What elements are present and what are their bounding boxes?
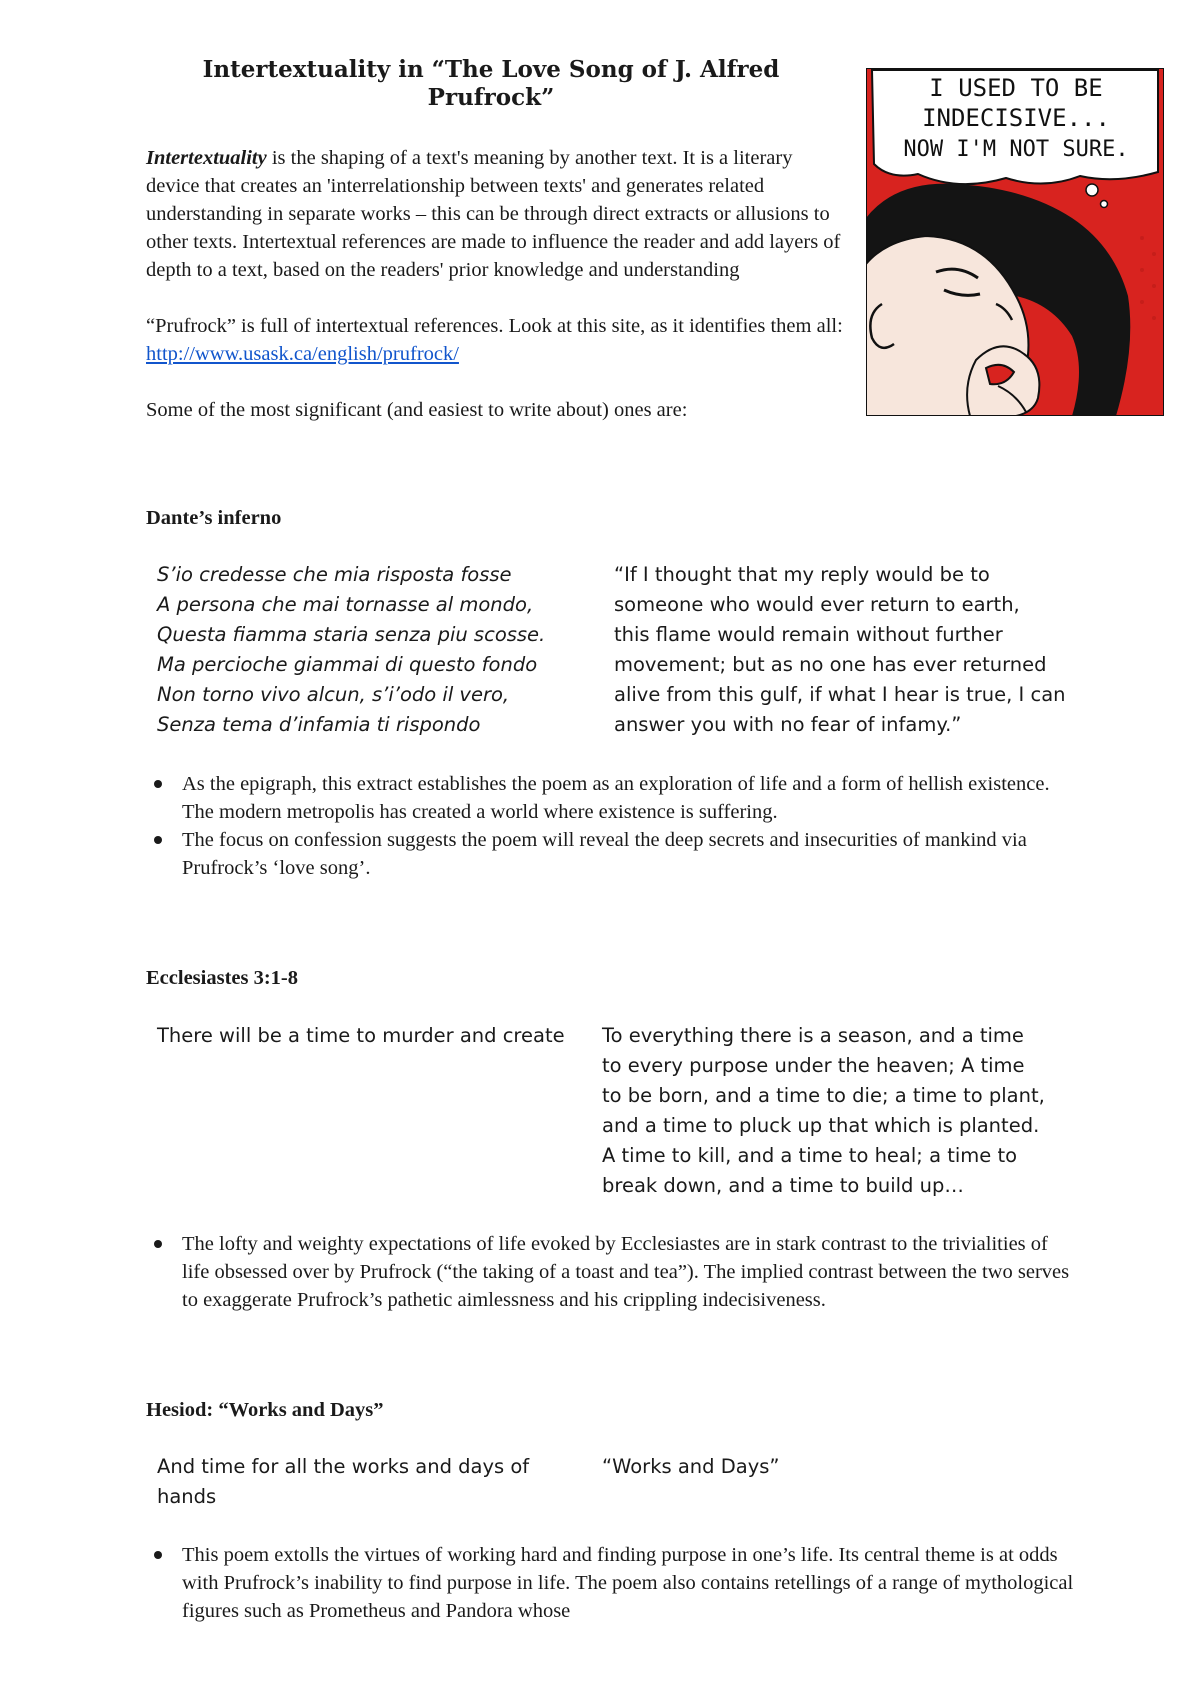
english-line: answer you with no fear of infamy.” [614, 713, 962, 736]
english-line: movement; but as no one has ever returned [614, 653, 1047, 676]
english-line: “If I thought that my reply would be to [614, 563, 990, 586]
comic-illustration [866, 68, 1164, 416]
page-title: Intertextuality in “The Love Song of J. Alfred Prufrock” [202, 56, 780, 111]
bullet-item: The focus on confession suggests the poem will reveal the deep secrets and insecurities of mankind via Prufrock’s ‘love song’. [146, 826, 1076, 882]
dante-heading: Dante’s inferno [146, 507, 282, 529]
prufrock-site-link[interactable]: http://www.usask.ca/english/prufrock/ [146, 343, 459, 365]
intro-site-paragraph: “Prufrock” is full of intertextual references. Look at this site, as it identifies them all: http://www.usask.ca/english/prufrock/ [146, 315, 843, 365]
hesiod-bullet-list [146, 1541, 1076, 1625]
ecclesiastes-heading: Ecclesiastes 3:1-8 [146, 967, 298, 989]
english-line: alive from this gulf, if what I hear is true, I can [614, 683, 1066, 706]
source-line: and a time to pluck up that which is planted. [602, 1114, 1040, 1137]
dante-bullet-list [146, 770, 1076, 882]
intro-section [146, 144, 846, 424]
intro-term: Intertextuality [146, 147, 267, 169]
poem-line: hands [157, 1485, 217, 1508]
italian-line: A persona che mai tornasse al mondo, [157, 593, 534, 616]
italian-line: Ma percioche giammai di questo fondo [157, 653, 538, 676]
bullet-item: The lofty and weighty expectations of life evoked by Ecclesiastes are in stark contrast to the trivialities of life obsessed over by Prufrock (“the taking of a toast and tea”). The implied contrast between the two serves to exaggerate Prufrock’s pathetic aimlessness and his crippling indecisiveness. [146, 1230, 1076, 1314]
english-line: this flame would remain without further [614, 623, 1003, 646]
bullet-item: As the epigraph, this extract establishes the poem as an exploration of life and a form of hellish existence. The modern metropolis has created a world where existence is suffering. [146, 770, 1076, 826]
italian-line: S’io credesse che mia risposta fosse [157, 563, 512, 586]
italian-line: Questa fiamma staria senza piu scosse. [157, 623, 546, 646]
poem-line: And time for all the works and days of [157, 1455, 530, 1478]
english-line: someone who would ever return to earth, [614, 593, 1020, 616]
hesiod-heading: Hesiod: “Works and Days” [146, 1399, 384, 1421]
dante-italian-quote [157, 560, 545, 740]
ecclesiastes-poem-line: There will be a time to murder and create [157, 1024, 565, 1047]
hesiod-source: “Works and Days” [602, 1455, 780, 1478]
intro-definition: Intertextuality is the shaping of a text's meaning by another text. It is a literary device that creates an 'interrelationship between texts' and generates related understanding in separate works – this can be through direct extracts or allusions to other texts. Intertextual references are made to influence the reader and add layers of depth to a text, based on the readers' prior knowledge and understanding [146, 147, 841, 281]
hesiod-poem-quote [157, 1452, 529, 1512]
italian-line: Non torno vivo alcun, s’i’odo il vero, [157, 683, 510, 706]
intro-significant-text: Some of the most significant (and easiest to write about) ones are: [146, 399, 688, 421]
comic-caption-line-3: NOW I'M NOT SURE. [903, 137, 1129, 162]
source-line: A time to kill, and a time to heal; a time to [602, 1144, 1018, 1167]
comic-caption-line-1: I USED TO BE [929, 74, 1103, 102]
ecclesiastes-bullet-list [146, 1230, 1076, 1314]
dante-english-translation [614, 560, 1066, 740]
source-line: to every purpose under the heaven; A time [602, 1054, 1025, 1077]
comic-caption-line-2: INDECISIVE... [922, 104, 1110, 132]
source-line: To everything there is a season, and a time [602, 1024, 1024, 1047]
italian-line: Senza tema d’infamia ti rispondo [157, 713, 481, 736]
ecclesiastes-source-quote [602, 1021, 1045, 1201]
bullet-item: This poem extolls the virtues of working hard and finding purpose in one’s life. Its central theme is at odds with Prufrock’s inability to find purpose in life. The poem also contains retellings of a range of mythological figures such as Prometheus and Pandora whose [146, 1541, 1076, 1625]
source-line: to be born, and a time to die; a time to plant, [602, 1084, 1045, 1107]
source-line: break down, and a time to build up… [602, 1174, 964, 1197]
